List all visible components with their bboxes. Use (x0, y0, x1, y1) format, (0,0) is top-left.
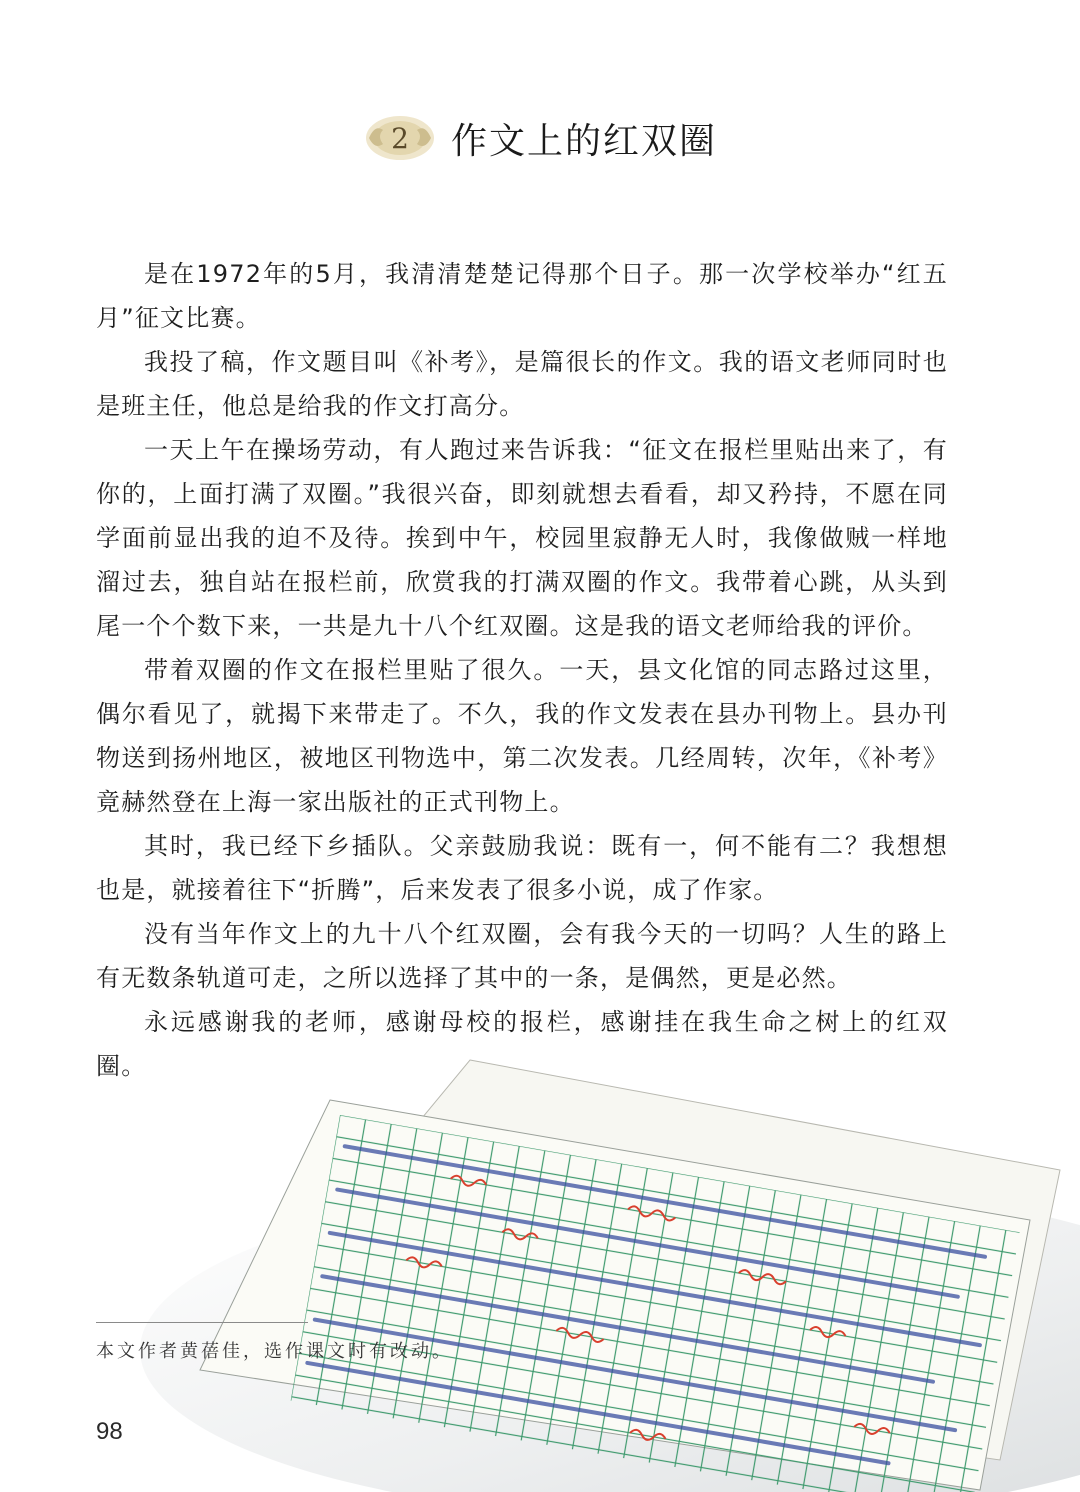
paragraph: 我投了稿，作文题目叫《补考》，是篇很长的作文。我的语文老师同时也是班主任，他总是给我的作文打高分。 (96, 348, 948, 420)
footnote: 本文作者黄蓓佳，选作课文时有改动。 (96, 1341, 453, 1362)
lesson-title: 作文上的红双圈 (450, 120, 717, 162)
paragraph: 是在1972年的5月，我清清楚楚记得那个日子。那一次学校举办“红五月”征文比赛。 (96, 260, 948, 332)
article-body (96, 252, 948, 1088)
essay-paper-illustration (0, 1020, 1080, 1492)
paragraph: 带着双圈的作文在报栏里贴了很久。一天，县文化馆的同志路过这里，偶尔看见了，就揭下来带走了。不久，我的作文发表在县办刊物上。县办刊物送到扬州地区，被地区刊物选中，第二次发表。几经周转，次年，《补考》竟赫然登在上海一家出版社的正式刊物上。 (96, 656, 948, 816)
footnote-divider (96, 1322, 308, 1323)
paragraph: 一天上午在操场劳动，有人跑过来告诉我：“征文在报栏里贴出来了，有你的，上面打满了双圈。”我很兴奋，即刻就想去看看，却又矜持，不愿在同学面前显出我的迫不及待。挨到中午，校园里寂静无人时，我像做贼一样地溜过去，独自站在报栏前，欣赏我的打满双圈的作文。我带着心跳，从头到尾一个个数下来，一共是九十八个红双圈。这是我的语文老师给我的评价。 (96, 436, 948, 640)
paragraph: 永远感谢我的老师，感谢母校的报栏，感谢挂在我生命之树上的红双圈。 (96, 1008, 948, 1080)
paragraph: 其时，我已经下乡插队。父亲鼓励我说：既有一，何不能有二？我想想也是，就接着往下“折腾”，后来发表了很多小说，成了作家。 (96, 832, 948, 904)
page-number: 98 (96, 1418, 123, 1445)
paragraph: 没有当年作文上的九十八个红双圈，会有我今天的一切吗？人生的路上有无数条轨道可走，之所以选择了其中的一条，是偶然，更是必然。 (96, 920, 948, 992)
lesson-number-badge (363, 110, 437, 166)
lesson-number: 2 (391, 121, 409, 155)
lesson-header (0, 110, 1080, 166)
